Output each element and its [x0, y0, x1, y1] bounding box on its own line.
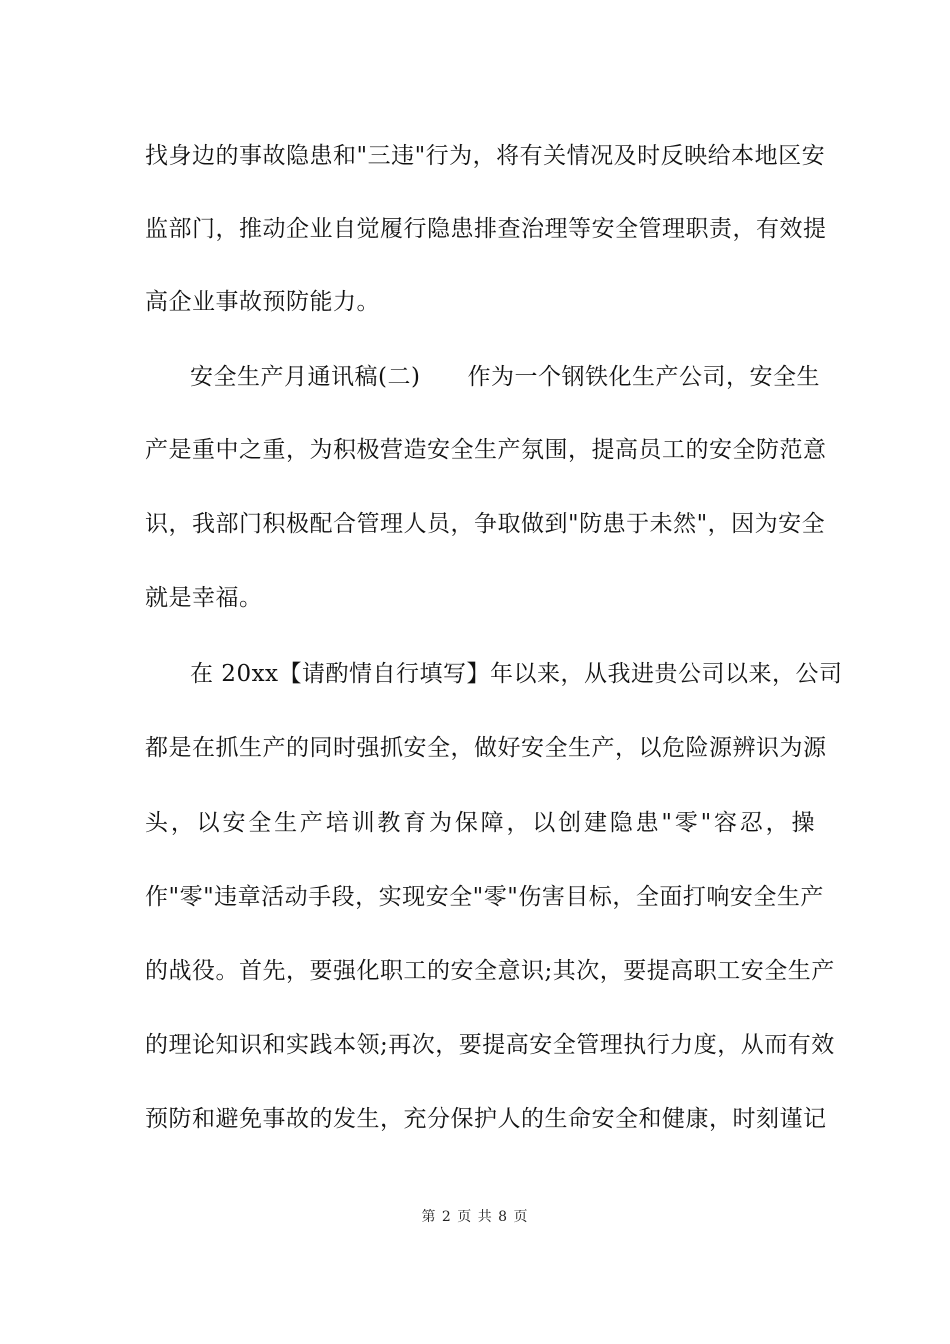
text-line: 监部门，推动企业自觉履行隐患排查治理等安全管理职责，有效提 [145, 216, 827, 242]
text-line: 作"零"违章活动手段，实现安全"零"伤害目标，全面打响安全生产 [145, 884, 824, 910]
text-line: 就是幸福。 [145, 585, 263, 611]
section-heading-line: 安全生产月通讯稿(二) 作为一个钢铁化生产公司，安全生 [190, 364, 820, 390]
text-line: 头，以安全生产培训教育为保障，以创建隐患"零"容忍，操 [145, 810, 815, 836]
text-line: 高企业事故预防能力。 [145, 289, 380, 315]
text-line: 找身边的事故隐患和"三违"行为，将有关情况及时反映给本地区安 [145, 143, 826, 169]
text-line: 在 20xx【请酌情自行填写】年以来，从我进贵公司以来，公司 [190, 661, 843, 687]
text-line: 的战役。首先，要强化职工的安全意识;其次，要提高职工安全生产 [145, 958, 835, 984]
page-number-footer: 第 2 页 共 8 页 [421, 1209, 529, 1225]
text-line: 识，我部门积极配合管理人员，争取做到"防患于未然"，因为安全 [145, 511, 826, 537]
text-line: 都是在抓生产的同时强抓安全，做好安全生产，以危险源辨识为源 [145, 735, 827, 761]
text-line: 的理论知识和实践本领;再次，要提高安全管理执行力度，从而有效 [145, 1032, 835, 1058]
text-line: 产是重中之重，为积极营造安全生产氛围，提高员工的安全防范意 [145, 437, 827, 463]
text-line: 预防和避免事故的发生，充分保护人的生命安全和健康，时刻谨记 [145, 1106, 827, 1132]
